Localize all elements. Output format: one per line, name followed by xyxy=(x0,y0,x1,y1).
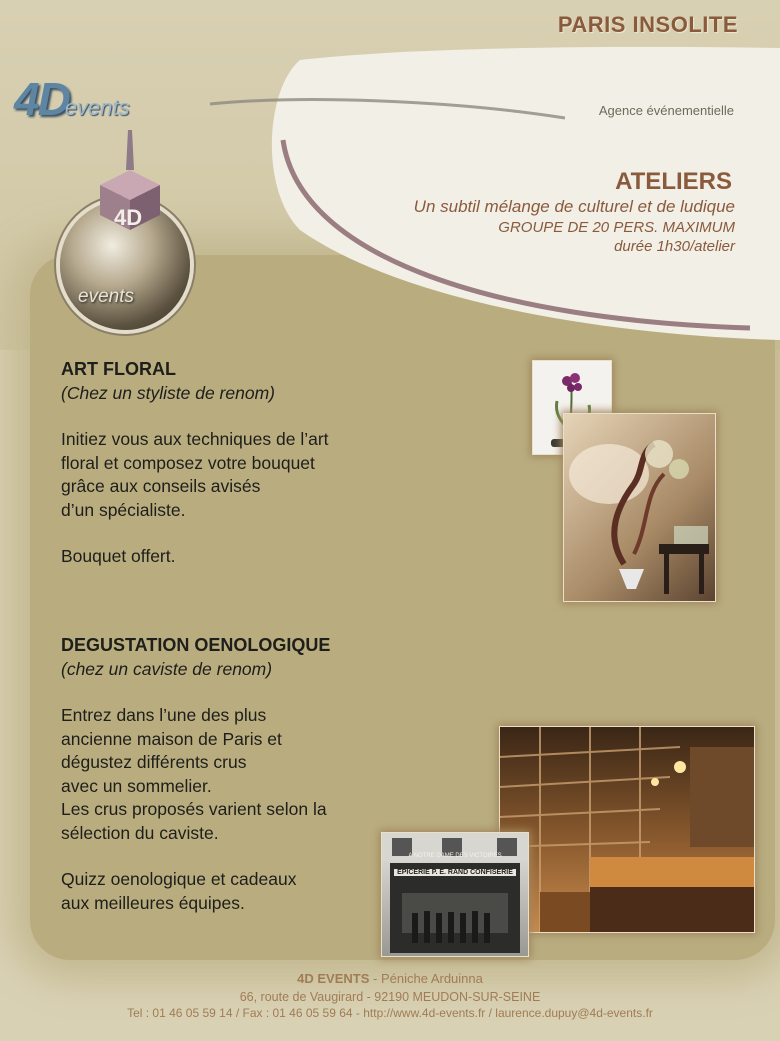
art-floral-note: Bouquet offert. xyxy=(61,546,176,566)
agency-label: Agence événementielle xyxy=(598,103,734,118)
oeno-title: DEGUSTATION OENOLOGIQUE xyxy=(61,635,331,655)
ateliers-title: ATELIERS xyxy=(615,168,732,195)
historic-shop-illustration xyxy=(382,833,528,956)
oeno-line: Entrez dans l’une des plus xyxy=(61,705,267,725)
footer-company-rest: - Péniche Arduinna xyxy=(369,971,483,986)
footer-company-name: 4D EVENTS xyxy=(297,971,370,986)
oeno-line: avec un sommelier. xyxy=(61,775,212,796)
oeno-line: dégustez différents crus xyxy=(61,752,247,772)
art-floral-title: ART FLORAL xyxy=(61,359,176,379)
footer-contact: Tel : 01 46 05 59 14 / Fax : 01 46 05 59 64 - http://www.4d-events.fr / laurence.dupuy@4d-events.fr xyxy=(127,1006,653,1020)
oeno-line: Les crus proposés varient selon la xyxy=(61,799,327,819)
oeno-subtitle: (chez un caviste de renom) xyxy=(61,658,273,679)
oeno-line: sélection du caviste. xyxy=(61,822,219,843)
art-floral-line: d’un spécialiste. xyxy=(61,499,186,520)
footer-company xyxy=(0,971,780,986)
footer-address: 66, route de Vaugirard - 92190 MEUDON-SUR-SEINE xyxy=(239,990,541,1004)
historic-shop-sign: ÉPICERIE P. E. RAND CONFISERIE xyxy=(394,869,516,876)
floral-shop-photo xyxy=(563,413,716,602)
art-floral-subtitle: (Chez un styliste de renom) xyxy=(61,382,275,403)
globe-events-text: events xyxy=(78,286,134,307)
oeno-line: ancienne maison de Paris et xyxy=(61,728,282,749)
floral-shop-illustration xyxy=(564,414,715,601)
eiffel-cubes-icon xyxy=(90,130,170,240)
brand-logo xyxy=(14,72,130,126)
wine-cellar-photo xyxy=(499,726,755,933)
historic-shop-top-sign: A NOTRE DAME DES VICTOIRES xyxy=(408,853,502,859)
art-floral-line: Initiez vous aux techniques de l’art xyxy=(61,429,329,449)
oeno-note: Quizz oenologique et cadeaux xyxy=(61,869,297,889)
ateliers-duration: durée 1h30/atelier xyxy=(614,238,735,255)
art-floral-line: grâce aux conseils avisés xyxy=(61,476,261,496)
ateliers-subtitle: Un subtil mélange de culturel et de ludique xyxy=(413,197,735,216)
oeno-note: aux meilleures équipes. xyxy=(61,892,245,913)
art-floral-section xyxy=(61,358,329,569)
logo-4d: 4D xyxy=(14,73,69,125)
ateliers-group: GROUPE DE 20 PERS. MAXIMUM xyxy=(498,219,735,236)
art-floral-line: floral et composez votre bouquet xyxy=(61,452,315,473)
historic-shop-photo xyxy=(381,832,529,957)
oeno-section xyxy=(61,634,330,915)
page-header-title: PARIS INSOLITE xyxy=(557,12,738,37)
globe-4d-text: 4D xyxy=(114,205,143,230)
logo-events: events xyxy=(64,95,130,120)
wine-cellar-illustration xyxy=(500,727,754,932)
